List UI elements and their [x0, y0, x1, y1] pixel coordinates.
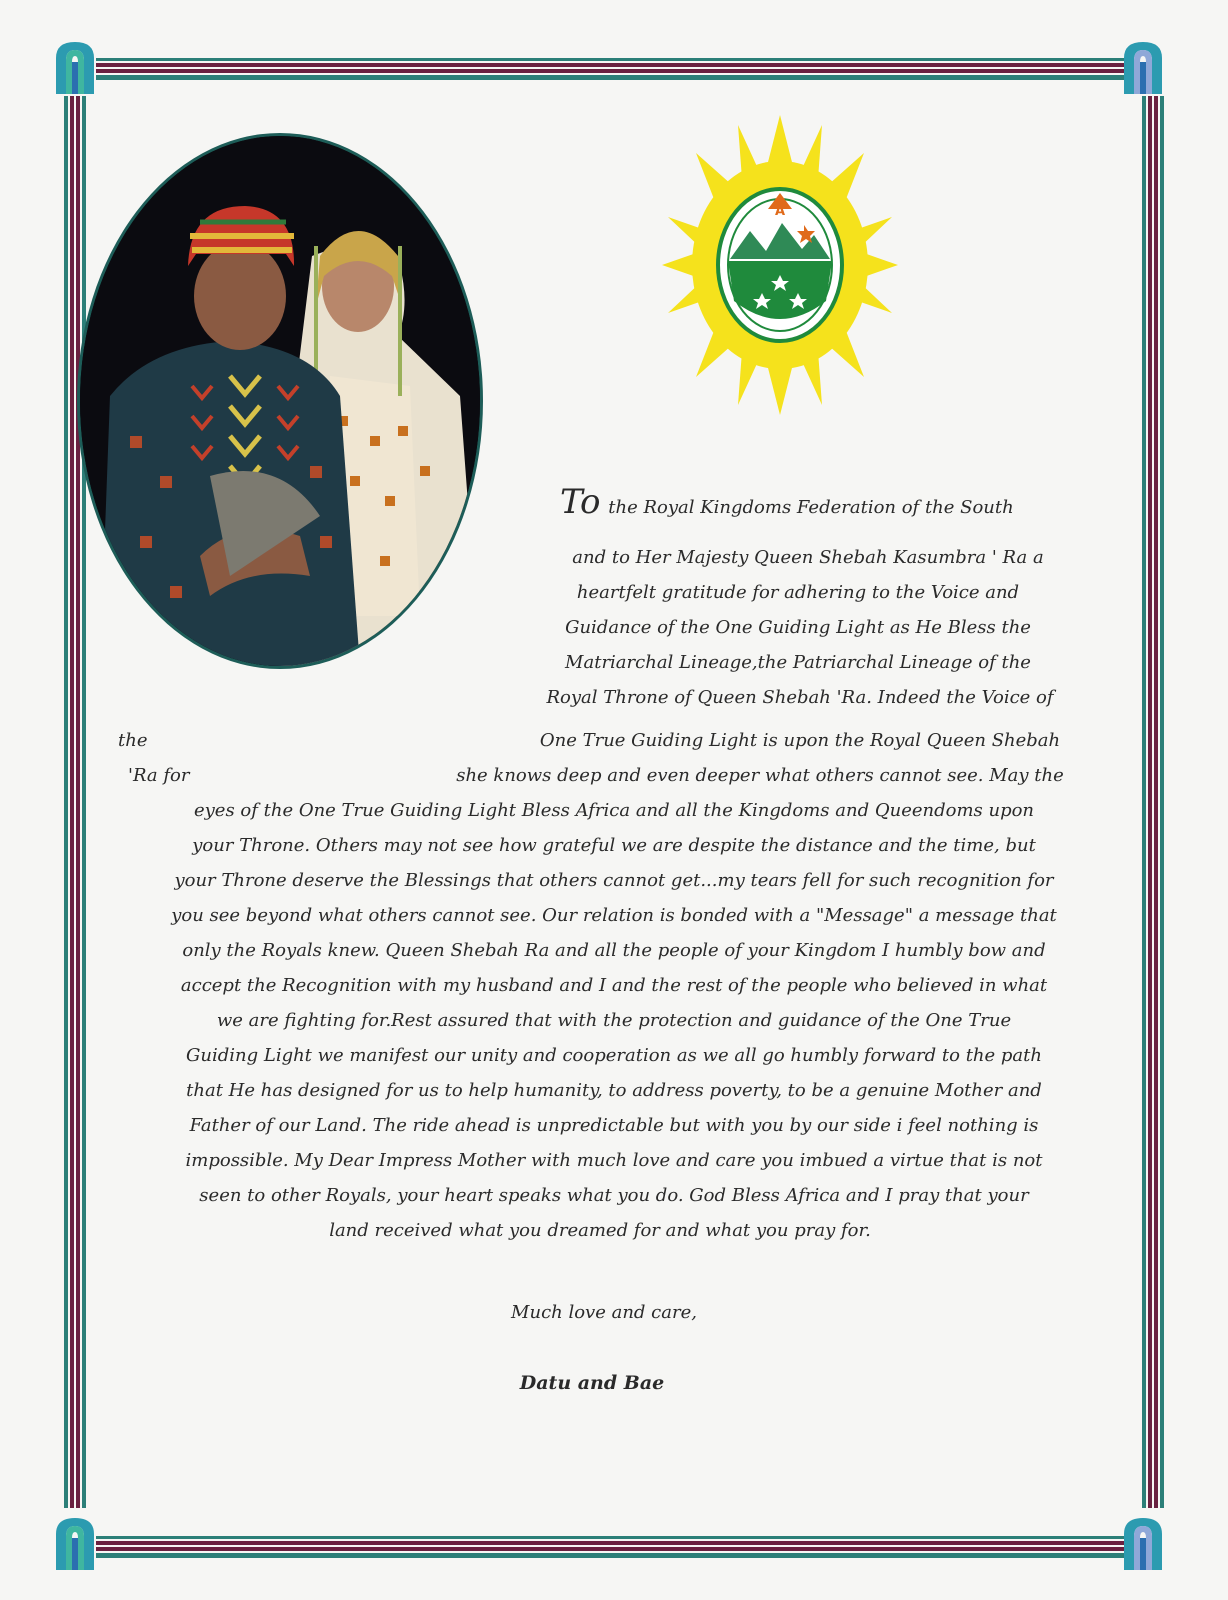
letter-line-15: we are fighting for.Rest assured that with the protection and guidance of the One True: [216, 1010, 1012, 1031]
drop-cap: To: [560, 482, 601, 522]
letter-wrap-left-1: the: [118, 730, 148, 751]
letter-wrap-left-2: 'Ra for: [128, 765, 190, 786]
corner-ornament-icon: [54, 1516, 96, 1572]
corner-ornament-icon: [1122, 1516, 1164, 1572]
signature: Datu and Bae: [519, 1372, 665, 1394]
letter-line-6: Royal Throne of Queen Shebah 'Ra. Indeed the Voice of: [546, 687, 1054, 708]
letter-line-7: One True Guiding Light is upon the Royal Queen Shebah: [539, 730, 1061, 751]
couple-photo: [77, 133, 483, 669]
border-top: [96, 58, 1132, 80]
letter-line-11: your Throne deserve the Blessings that others cannot get...my tears fell for such recognition for: [174, 870, 1054, 891]
border-bottom: [96, 1536, 1132, 1558]
letter-line-17: that He has designed for us to help humanity, to address poverty, to be a genuine Mother and: [186, 1080, 1042, 1101]
letter-line-16: Guiding Light we manifest our unity and cooperation as we all go humbly forward to the path: [186, 1045, 1042, 1066]
letter-line-19: impossible. My Dear Impress Mother with much love and care you imbued a virtue that is not: [185, 1150, 1043, 1171]
letter-line-1: To the Royal Kingdoms Federation of the South: [560, 482, 1014, 522]
letter-line-13: only the Royals knew. Queen Shebah Ra and all the people of your Kingdom I humbly bow and: [182, 940, 1046, 961]
letter-line-18: Father of our Land. The ride ahead is unpredictable but with you by our side i feel nothing is: [189, 1115, 1039, 1136]
sun-seal-logo: [655, 115, 905, 425]
letter-line-20: seen to other Royals, your heart speaks what you do. God Bless Africa and I pray that your: [199, 1185, 1029, 1206]
letter-line-8: she knows deep and even deeper what others cannot see. May the: [456, 765, 1064, 786]
letter-line-12: you see beyond what others cannot see. Our relation is bonded with a "Message" a message that: [171, 905, 1057, 926]
letter-line-10: your Throne. Others may not see how grateful we are despite the distance and the time, but: [192, 835, 1036, 856]
closing-line: Much love and care,: [511, 1302, 697, 1323]
letter-line-21: land received what you dreamed for and what you pray for.: [329, 1220, 871, 1241]
border-left: [64, 96, 86, 1508]
corner-ornament-icon: [1122, 40, 1164, 96]
letter-line-3: heartfelt gratitude for adhering to the Voice and: [576, 582, 1020, 603]
corner-ornament-icon: [54, 40, 96, 96]
letter-line-14: accept the Recognition with my husband and I and the rest of the people who believed in what: [180, 975, 1048, 996]
letter-line-5: Matriarchal Lineage,the Patriarchal Lineage of the: [565, 652, 1031, 673]
letter-line-4: Guidance of the One Guiding Light as He Bless the: [565, 617, 1031, 638]
svg-text:A: A: [774, 204, 786, 219]
border-right: [1142, 96, 1164, 1508]
letter-line-2: and to Her Majesty Queen Shebah Kasumbra ' Ra a: [572, 547, 1044, 568]
letter-line-9: eyes of the One True Guiding Light Bless Africa and all the Kingdoms and Queendoms upon: [193, 800, 1035, 821]
